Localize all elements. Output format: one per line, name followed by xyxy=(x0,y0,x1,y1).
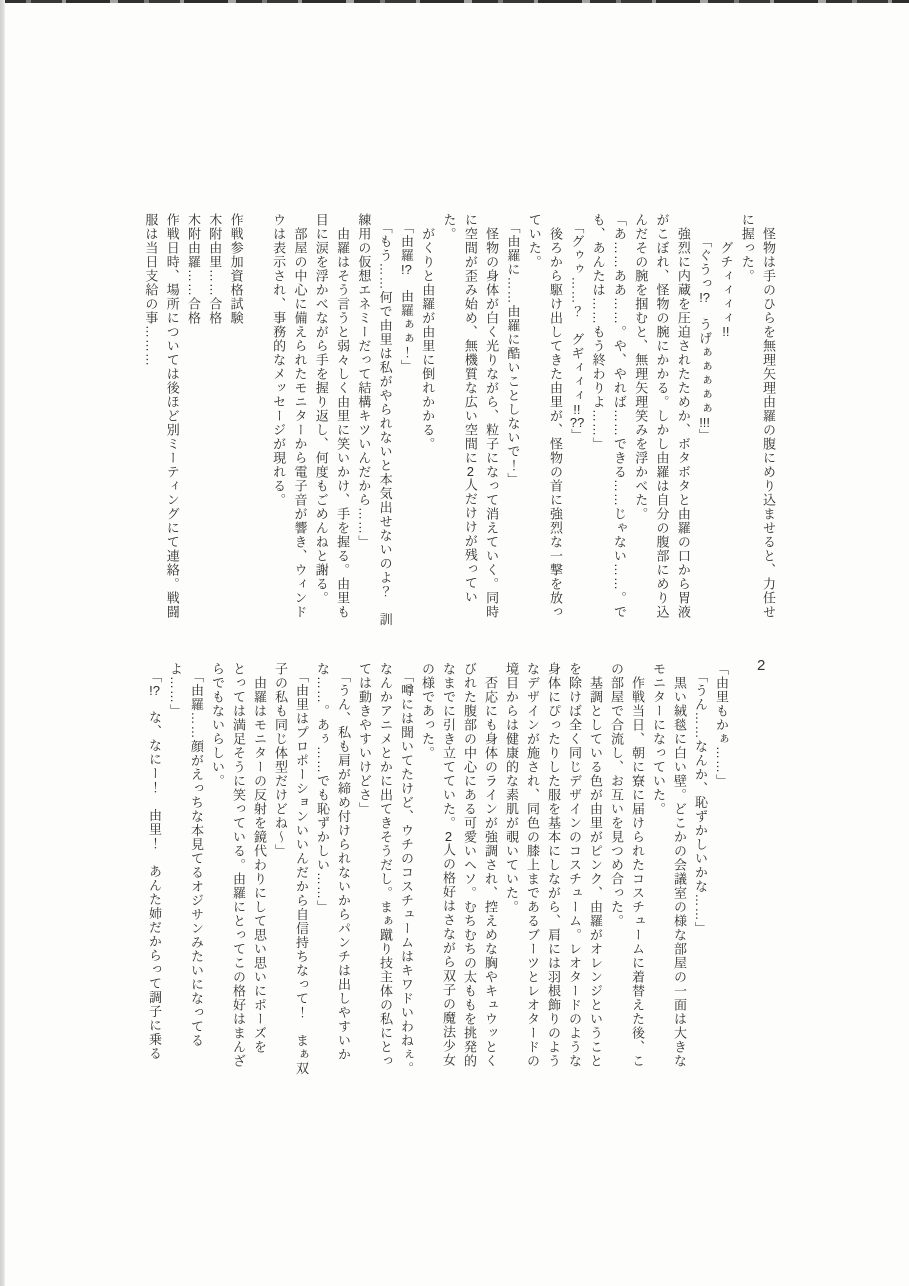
text-column: 「由里もかぁ……」 xyxy=(714,662,729,788)
text-column: 怪物は手のひらを無理矢理由羅の腹にめり込ませると、力任せ xyxy=(761,213,776,619)
text-column: 「由羅に……由羅に酷いことしないで！」 xyxy=(505,213,521,487)
text-column: らでもないらしい。 xyxy=(210,662,225,788)
tatechuyoko: !? xyxy=(149,683,160,697)
text-column: ていた。 xyxy=(526,213,542,269)
text-column: 身体にぴったりした服を基本にしながら、肩には羽根飾りのよう xyxy=(546,662,561,1068)
text-column: 境目からは健康的な素肌が覗いていた。 xyxy=(504,662,519,914)
text-column: を除けば全く同じデザインのコスチューム。レオタードのような xyxy=(567,662,582,1068)
text-column: 強烈に内蔵を圧迫されたためか、ボタボタと由羅の口から胃液 xyxy=(675,213,691,619)
text-column: 「ぐうっ!? うげぁぁぁぁぁ!!!」 xyxy=(697,213,713,443)
text-column: に空間が歪み始め、無機質な広い空間に2人だけけが残ってい xyxy=(462,213,478,604)
text-column: に握った。 xyxy=(739,213,755,283)
text-column: 「!? な、なにー！ 由里！ あんた姉だからって調子に乗る xyxy=(147,662,162,1061)
text-column: ては動きやすいけどさ」 xyxy=(357,662,372,816)
text-column: 「うん……なんか、恥ずかしいかな……」 xyxy=(693,662,708,936)
text-column: 練用の仮想エネミーだって結構キツいんだから……」 xyxy=(356,213,372,549)
text-column: がこぼれ、怪物の腕にかかる。しかし由羅は自分の腹部にめり込 xyxy=(654,213,670,619)
text-column: 部屋の中心に備えられたモニターから電子音が響き、ウィンド xyxy=(292,213,308,619)
text-column: グチィィィィ!! xyxy=(718,213,734,338)
text-column: 服は当日支給の事……… xyxy=(143,213,159,367)
tatechuyoko: !? xyxy=(401,262,412,276)
text-column: 作戦参加資格試験 xyxy=(228,213,244,325)
tatechuyoko: !! xyxy=(573,402,581,416)
text-column: 否応にも身体のラインが強調され、控えめな胸やキュウッとく xyxy=(483,662,498,1068)
text-column: びれた腹部の中心にある可愛いヘソ。むちむちの太ももを挑発的 xyxy=(462,662,477,1068)
tatechuyoko: !!! xyxy=(699,415,711,429)
text-column: 目に涙を浮かべながら手を握り返し、何度もごめんねと謝る。 xyxy=(313,213,329,605)
text-column: とっては満足そうに笑っている。由羅にとってこの格好はまんざ xyxy=(231,662,246,1068)
text-column: な……。あぅ……でも恥ずかしい……」 xyxy=(315,662,330,914)
text-column: 作戦日時、場所については後ほど別ミーティングにて連絡。戦闘 xyxy=(164,213,180,619)
tatechuyoko: !! xyxy=(722,325,730,338)
text-column: 「あ……ああ……。や、やれば……できる……じゃない……。で xyxy=(611,213,627,619)
text-column: なデザインが施され、同色の膝上まであるブーツとレオタードの xyxy=(525,662,540,1068)
scan-artifact-left-edge xyxy=(0,0,5,1286)
text-column: なまでに引き立てていた。2人の格好はさながら双子の魔法少女 xyxy=(441,662,456,1067)
text-column: 基調としている色が由里がピンク、由羅がオレンジということ xyxy=(588,662,603,1068)
page-number: 2 xyxy=(757,657,766,674)
scan-artifact-top-edge xyxy=(0,0,909,3)
tatechuyoko: !? xyxy=(699,290,711,304)
text-column: 「由里はプロポーションいいんだから自信持ちなって！ まぁ双 xyxy=(294,662,309,1076)
text-column: 「噂には聞いてたけど、ウチのコスチュームはキワドいわねぇ。 xyxy=(399,662,414,1076)
text-column: た。 xyxy=(441,213,457,241)
text-column: 由羅はモニターの反射を鏡代わりにして思い思いにポーズを xyxy=(252,662,267,1054)
text-column: 黒い絨毯に白い壁。どこかの会議室の様な部屋の一面は大きな xyxy=(672,662,687,1068)
text-column: の様であった。 xyxy=(420,662,435,760)
text-column: がくりと由羅が由里に倒れかかる。 xyxy=(420,213,436,451)
text-column: 「由羅……顔がえっちな本見てるオジサンみたいになってる xyxy=(189,662,204,1048)
text-column: 怪物の身体が白く光りながら、粒子になって消えていく。同時 xyxy=(484,213,500,619)
tatechuyoko: ?? xyxy=(569,415,585,429)
text-column: なんかアニメとかに出てきそうだし。まぁ蹴り技主体の私にとっ xyxy=(378,662,393,1068)
text-block-top xyxy=(140,213,779,627)
text-column: 「もう……何で由里は私がやられないと本気出せないのよ？ 訓 xyxy=(377,213,393,627)
text-column: 木附由羅……合格 xyxy=(185,213,201,325)
text-column: 由羅はそう言うと弱々しく由里に笑いかけ、手を握る。由里も xyxy=(335,213,351,619)
text-column: も、あんたは……もう終わりよ……」 xyxy=(590,213,606,451)
text-column: 「由羅!? 由羅ぁぁ！」 xyxy=(398,213,414,374)
text-column: 「うん、私も肩が締め付けられないからパンチは出しやすいか xyxy=(336,662,351,1062)
text-column: の部屋で合流し、お互いを見つめ合った。 xyxy=(609,662,624,928)
text-column: 後ろから駆け出してきた由里が、怪物の首に強烈な一撃を放っ xyxy=(548,213,564,619)
text-column: 木附由里……合格 xyxy=(207,213,223,325)
text-column: ウは表示され、事務的なメッセージが現れる。 xyxy=(271,213,287,507)
text-column: 「グゥゥ……？ グギィィィ!!??」 xyxy=(569,213,585,443)
tatechuyoko: 2 xyxy=(444,830,453,843)
tatechuyoko: 2 xyxy=(466,465,474,478)
text-column xyxy=(247,213,268,621)
text-column: モニターになっていた。 xyxy=(651,662,666,816)
text-block-bottom xyxy=(144,662,732,1082)
text-column: よ……」 xyxy=(168,662,183,718)
text-column: 子の私も同じ体型だけどね〜」 xyxy=(273,662,288,858)
text-column: んだその腕を掴むと、無理矢理笑みを浮かべた。 xyxy=(633,213,649,521)
text-column: 作戦当日、朝に寮に届けられたコスチュームに着替えた後、こ xyxy=(630,662,645,1068)
